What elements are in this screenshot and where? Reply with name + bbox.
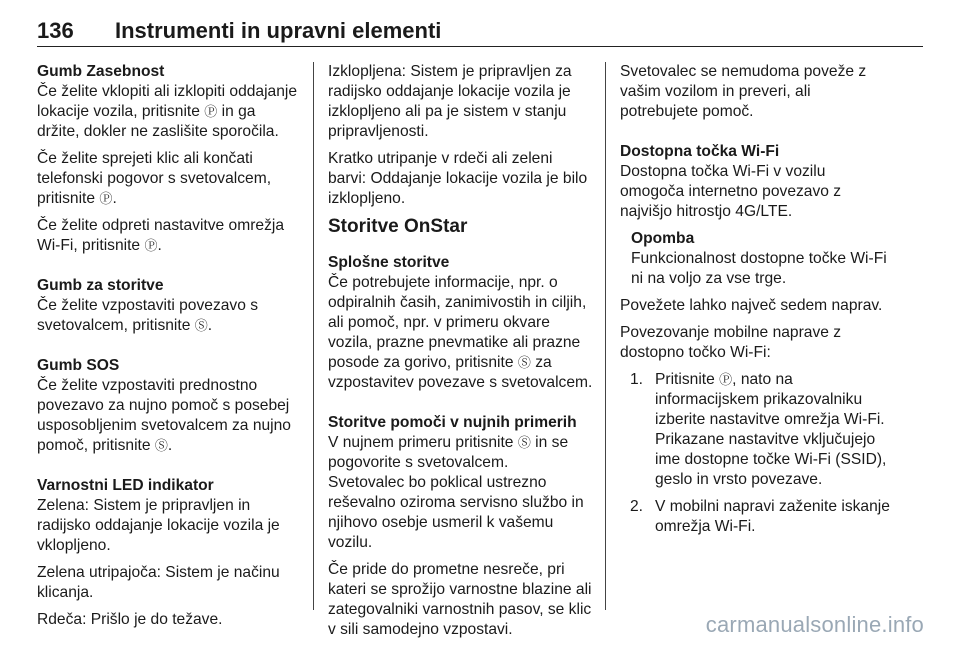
column-divider-1 bbox=[313, 62, 314, 610]
service-button-icon: Ⓢ bbox=[194, 318, 208, 333]
led-paragraph-3: Rdeča: Prišlo je do težave. bbox=[37, 611, 223, 628]
page-header bbox=[37, 0, 923, 48]
privacy-paragraph-2: Če želite sprejeti klic ali končati telefonski pogovor s svetovalcem, pritisnite Ⓟ. bbox=[37, 150, 272, 207]
list-item bbox=[630, 370, 890, 490]
list-item bbox=[630, 497, 890, 537]
sos-button-icon: Ⓢ bbox=[154, 438, 168, 453]
led-paragraph-1: Zelena: Sistem je pripravljen in radijsko oddajanje lokacije vozila je vklopljeno. bbox=[37, 497, 280, 554]
step-text-a: Pritisnite bbox=[655, 371, 715, 388]
emergency-p1-text-c: Svetovalec bo poklical ustrezno reševalno oziroma servisno službo in njihovo osebje usmeril k vašemu vozilu. bbox=[328, 474, 584, 551]
device-limit-paragraph: Povežete lahko največ sedem naprav. bbox=[620, 297, 883, 314]
column-3 bbox=[620, 62, 890, 544]
emergency-services-heading: Storitve pomoči v nujnih primerih bbox=[328, 414, 577, 431]
emergency-p1-text-b: in se pogovorite s svetovalcem. bbox=[328, 434, 569, 471]
column-2 bbox=[328, 62, 594, 647]
column-divider-2 bbox=[605, 62, 606, 610]
privacy-button-icon: Ⓟ bbox=[719, 372, 733, 387]
led-off-paragraph: Izklopljena: Sistem je pripravljen za radijsko oddajanje lokacije vozila je izklopljeno ali pa je sistem v stanju pripravljenosti. bbox=[328, 63, 572, 140]
wifi-hotspot-heading: Dostopna točka Wi-Fi bbox=[620, 143, 780, 160]
privacy-paragraph-3: Če želite odpreti nastavitve omrežja Wi-Fi, pritisnite Ⓟ. bbox=[37, 217, 285, 254]
led-indicator-heading: Varnostni LED indikator bbox=[37, 477, 214, 494]
emergency-p1-text-a: V nujnem primeru pritisnite bbox=[328, 434, 514, 451]
service-paragraph: Če želite vzpostaviti povezavo s svetovalcem, pritisnite Ⓢ. bbox=[37, 297, 259, 334]
header-rule bbox=[37, 46, 923, 47]
privacy-button-heading: Gumb Zasebnost bbox=[37, 63, 165, 80]
connect-intro-paragraph: Povezovanje mobilne naprave z dostopno točko Wi-Fi: bbox=[620, 324, 842, 361]
service-p1-text: Če želite vzpostaviti povezavo s svetovalcem, pritisnite bbox=[37, 297, 259, 334]
privacy-p3-text: Če želite odpreti nastavitve omrežja Wi-Fi, pritisnite bbox=[37, 217, 285, 254]
privacy-p1-text-a: Če želite vklopiti ali izklopiti oddajanje lokacije vozila, pritisnite bbox=[37, 83, 298, 120]
onstar-section-heading: Storitve OnStar bbox=[328, 216, 468, 237]
emergency-paragraph-2: Če pride do prometne nesreče, pri kateri se sprožijo varnostne blazine ali zategovalniki varnostnih pasov, se klic v sili samodejno vzpostavi. bbox=[328, 561, 592, 638]
column-1 bbox=[37, 62, 301, 637]
page-number: 136 bbox=[37, 18, 74, 43]
general-p1-text-b: za vzpostavitev povezave s svetovalcem. bbox=[328, 354, 593, 391]
led-blink-paragraph: Kratko utripanje v rdeči ali zeleni barvi: Oddajanje lokacije vozila je bilo izklopljeno. bbox=[328, 150, 588, 207]
note-heading: Opomba bbox=[631, 230, 695, 247]
privacy-button-icon: Ⓟ bbox=[204, 104, 218, 119]
step-number: 1. bbox=[630, 371, 644, 388]
emergency-paragraph-1 bbox=[328, 433, 594, 553]
sos-p1-text: Če želite vzpostaviti prednostno povezavo za nujno pomoč s posebej usposobljenim svetovalcem za nujno pomoč, pritisnite bbox=[37, 377, 291, 454]
sos-button-icon: Ⓢ bbox=[517, 435, 531, 450]
advisor-paragraph: Svetovalec se nemudoma poveže z vašim vozilom in preveri, ali potrebujete pomoč. bbox=[620, 63, 867, 120]
privacy-button-icon: Ⓟ bbox=[99, 191, 113, 206]
service-button-heading: Gumb za storitve bbox=[37, 277, 164, 294]
note-block bbox=[631, 229, 890, 289]
general-services-heading: Splošne storitve bbox=[328, 254, 450, 271]
step-number: 2. bbox=[630, 498, 644, 515]
privacy-button-icon: Ⓟ bbox=[144, 238, 158, 253]
sos-button-heading: Gumb SOS bbox=[37, 357, 120, 374]
service-button-icon: Ⓢ bbox=[517, 355, 531, 370]
note-text: Funkcionalnost dostopne točke Wi-Fi ni na voljo za vse trge. bbox=[631, 250, 887, 287]
privacy-p1-text-b: in ga držite, dokler ne zaslišite sporočila. bbox=[37, 103, 279, 140]
wifi-paragraph: Dostopna točka Wi-Fi v vozilu omogoča internetno povezavo z najvišjo hitrostjo 4G/LTE. bbox=[620, 163, 842, 220]
led-paragraph-2: Zelena utripajoča: Sistem je načinu klicanja. bbox=[37, 564, 280, 601]
step-text-a: V mobilni napravi zaženite iskanje omrežja Wi-Fi. bbox=[655, 498, 890, 535]
page-title: Instrumenti in upravni elementi bbox=[115, 18, 442, 43]
sos-paragraph: Če želite vzpostaviti prednostno povezavo za nujno pomoč s posebej usposobljenim svetovalcem za nujno pomoč, pritisnite Ⓢ. bbox=[37, 377, 291, 454]
general-p1-text-a: Če potrebujete informacije, npr. o odpiralnih časih, zanimivostih in ciljih, ali pomoč, npr. v primeru okvare vozila, prazne pnevmatike ali prazne posode za gorivo, pritisnite bbox=[328, 274, 587, 371]
watermark: carmanualsonline.info bbox=[705, 612, 924, 637]
step-text-b: , nato na informacijskem prikazovalniku izberite nastavitve omrežja Wi-Fi. Prikazane nastavitve vključujejo ime dostopne točke Wi-Fi (SSID), geslo in vrsto povezave. bbox=[655, 371, 887, 488]
privacy-paragraph-1 bbox=[37, 82, 301, 142]
privacy-p2-text: Če želite sprejeti klic ali končati telefonski pogovor s svetovalcem, pritisnite bbox=[37, 150, 272, 207]
general-services-paragraph bbox=[328, 273, 594, 393]
connect-steps-list bbox=[620, 370, 890, 537]
